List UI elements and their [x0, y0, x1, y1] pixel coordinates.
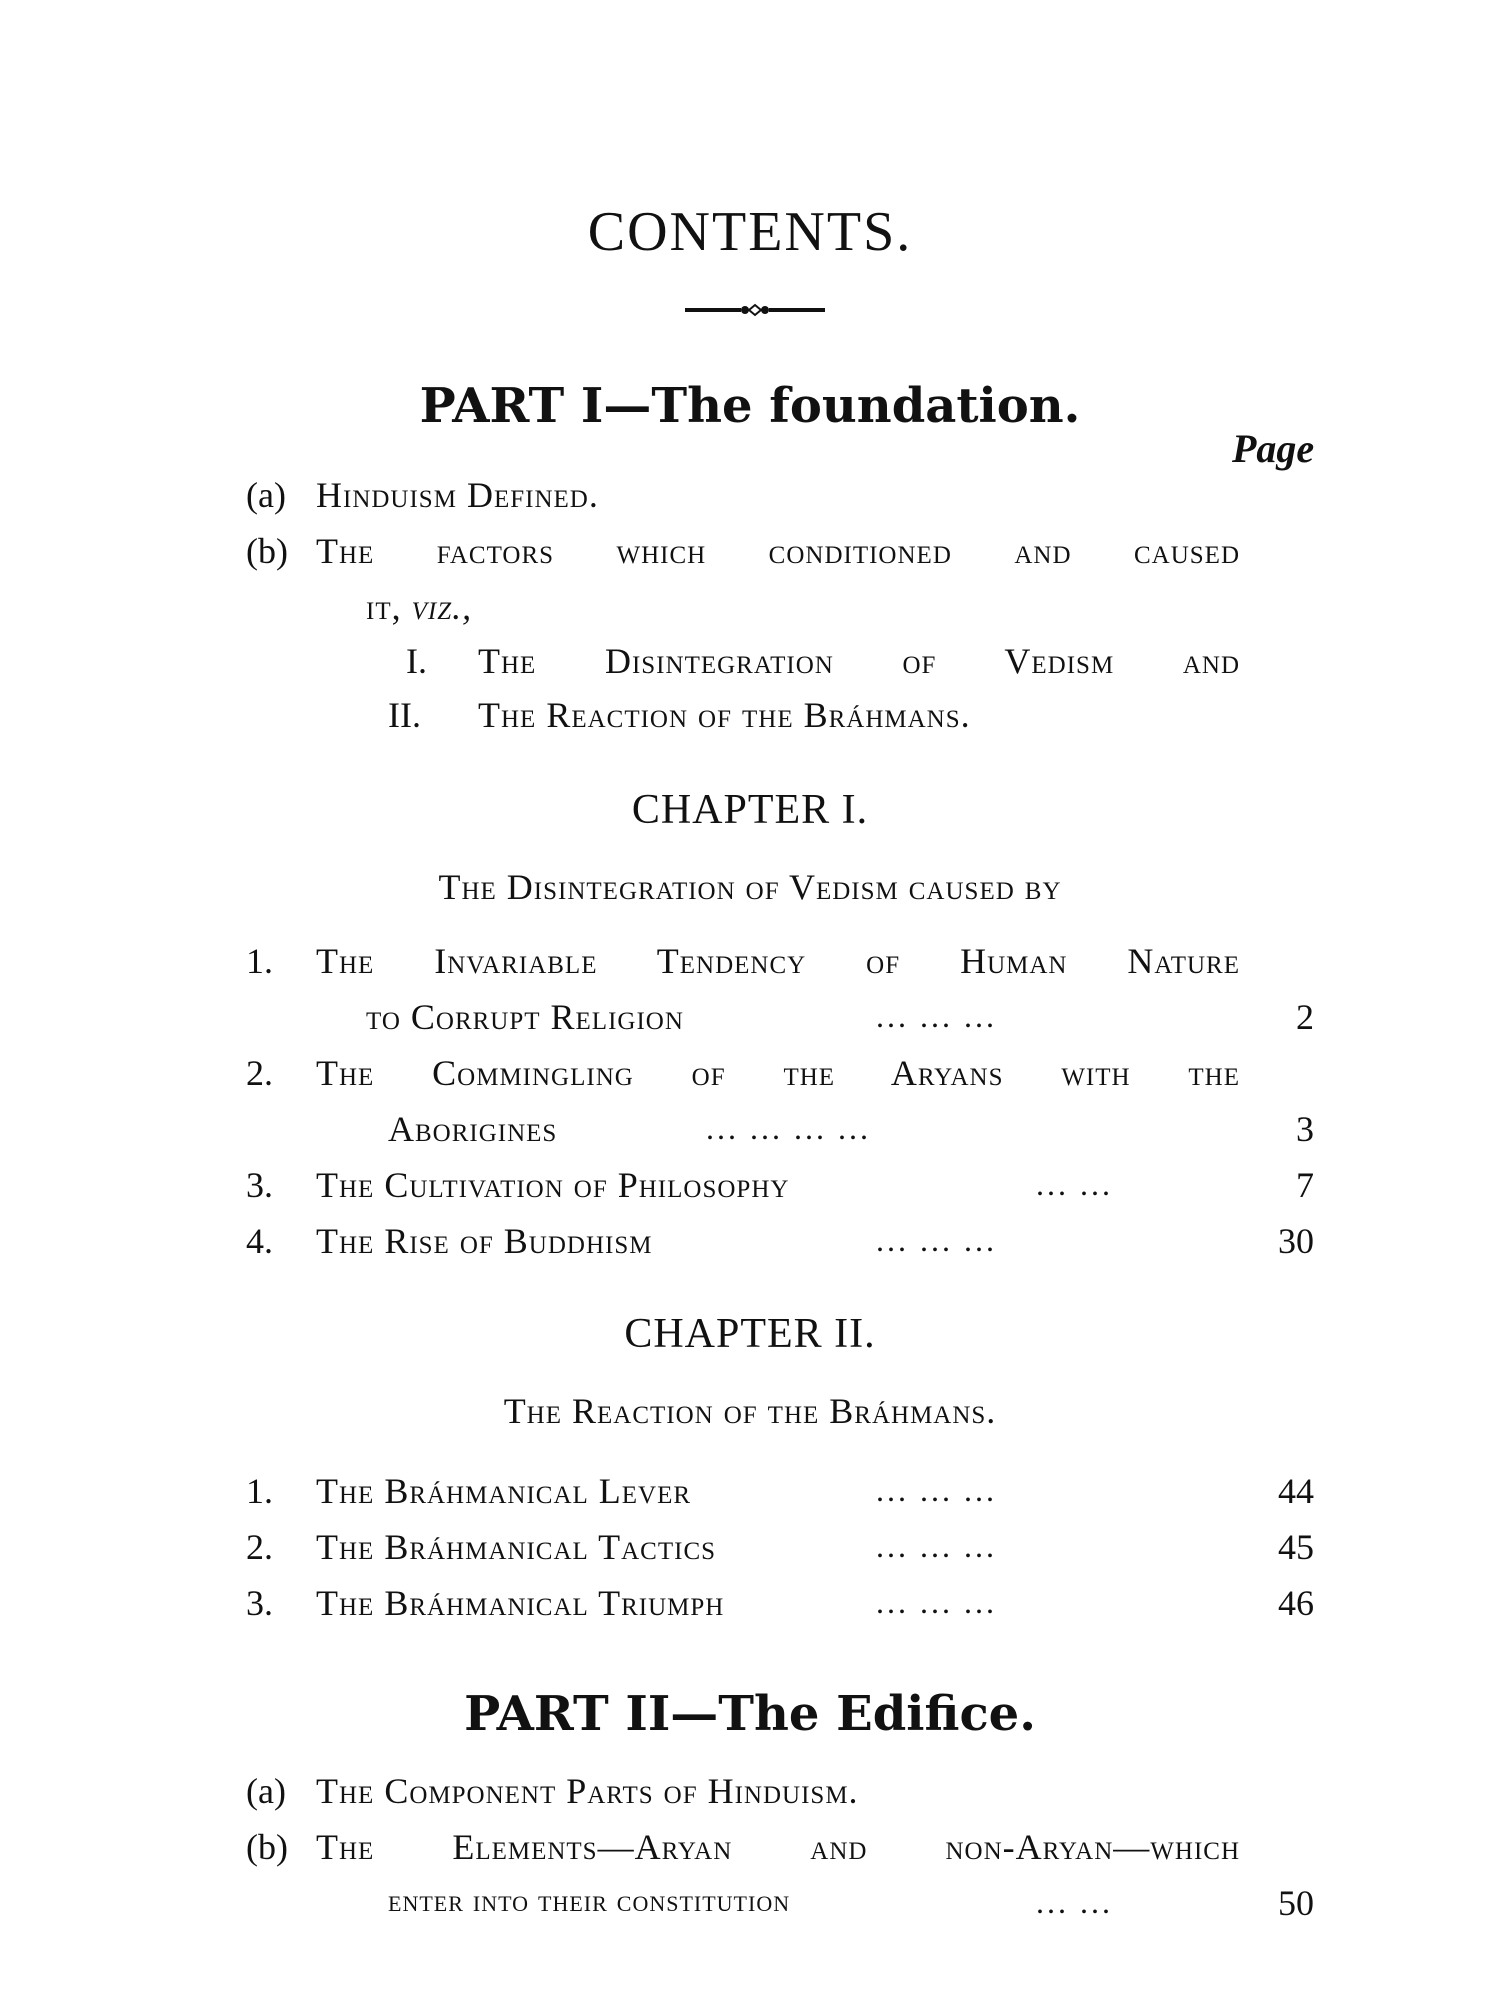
page-number: 7 — [1296, 1165, 1314, 1205]
part1-b-text-line1: The factors which conditioned and caused — [316, 531, 1240, 571]
toc-item-number: 4. — [246, 1221, 273, 1261]
toc-item-number: 2. — [246, 1527, 273, 1567]
toc-item-number: 1. — [246, 1471, 273, 1511]
part1-b-tag: (b) — [246, 531, 288, 571]
part1-roman1-text: The Disintegration of Vedism and — [478, 641, 1240, 681]
page-number: 45 — [1278, 1527, 1314, 1567]
part1-roman2: II. — [388, 695, 421, 735]
page-number: 30 — [1278, 1221, 1314, 1261]
toc-item-title: The Invariable Tendency of Human Nature — [316, 941, 1240, 981]
leader-dots: ... ... ... — [876, 1222, 997, 1258]
toc-item-title: The Commingling of the Aryans with the — [316, 1053, 1240, 1093]
part2-b-text-line2: enter into their constitution — [388, 1882, 791, 1918]
leader-dots: ... ... — [1036, 1884, 1113, 1920]
chapter1-heading: CHAPTER I. — [631, 787, 869, 833]
part2-a-tag: (a) — [246, 1771, 286, 1811]
part1-roman1: I. — [406, 641, 427, 681]
page-number: 2 — [1296, 997, 1314, 1037]
page-title: CONTENTS. — [587, 201, 913, 263]
page-column-heading: Page — [1232, 426, 1315, 471]
toc-item-title: The Bráhmanical Triumph — [316, 1583, 725, 1623]
part2-b-tag: (b) — [246, 1827, 288, 1867]
part2-a-text: The Component Parts of Hinduism. — [316, 1771, 859, 1811]
chapter2-heading: CHAPTER II. — [624, 1311, 876, 1357]
toc-item-number: 3. — [246, 1165, 273, 1205]
leader-dots: ... ... ... — [876, 998, 997, 1034]
ornament-divider — [685, 300, 825, 320]
toc-item-title-cont: Aborigines — [388, 1109, 558, 1149]
part1-b-text-line2 — [366, 586, 472, 628]
chapter1-subtitle: The Disintegration of Vedism caused by — [438, 867, 1062, 907]
toc-item-number: 3. — [246, 1583, 273, 1623]
page-number: 46 — [1278, 1583, 1314, 1623]
toc-item-title: The Bráhmanical Tactics — [316, 1527, 717, 1567]
part1-b-text-viz: viz., — [411, 587, 473, 627]
part1-b-text-line2-prefix: it, — [366, 587, 402, 627]
chapter2-subtitle: The Reaction of the Bráhmans. — [503, 1391, 997, 1431]
page-number: 3 — [1296, 1109, 1314, 1149]
part1-a-tag: (a) — [246, 475, 286, 515]
part1-a-text: Hinduism Defined. — [316, 475, 599, 515]
page-number: 44 — [1278, 1471, 1314, 1511]
toc-item-title: The Cultivation of Philosophy — [316, 1165, 790, 1205]
page-number: 50 — [1278, 1883, 1314, 1923]
leader-dots: ... ... ... — [876, 1528, 997, 1564]
part1-roman2-text: The Reaction of the Bráhmans. — [478, 695, 971, 735]
part2-b-text-line1: The Elements—Aryan and non-Aryan—which — [316, 1827, 1240, 1867]
toc-item-title-cont: to Corrupt Religion — [366, 997, 684, 1037]
part2-heading: PART II—The Edifice. — [464, 1686, 1036, 1742]
toc-item-number: 1. — [246, 941, 273, 981]
toc-item-title: The Bráhmanical Lever — [316, 1471, 692, 1511]
leader-dots: ... ... ... — [876, 1472, 997, 1508]
toc-item-title: The Rise of Buddhism — [316, 1221, 653, 1261]
toc-item-number: 2. — [246, 1053, 273, 1093]
leader-dots: ... ... ... ... — [706, 1110, 871, 1146]
leader-dots: ... ... — [1036, 1166, 1113, 1202]
leader-dots: ... ... ... — [876, 1584, 997, 1620]
part1-heading: PART I—The foundation. — [419, 378, 1081, 434]
